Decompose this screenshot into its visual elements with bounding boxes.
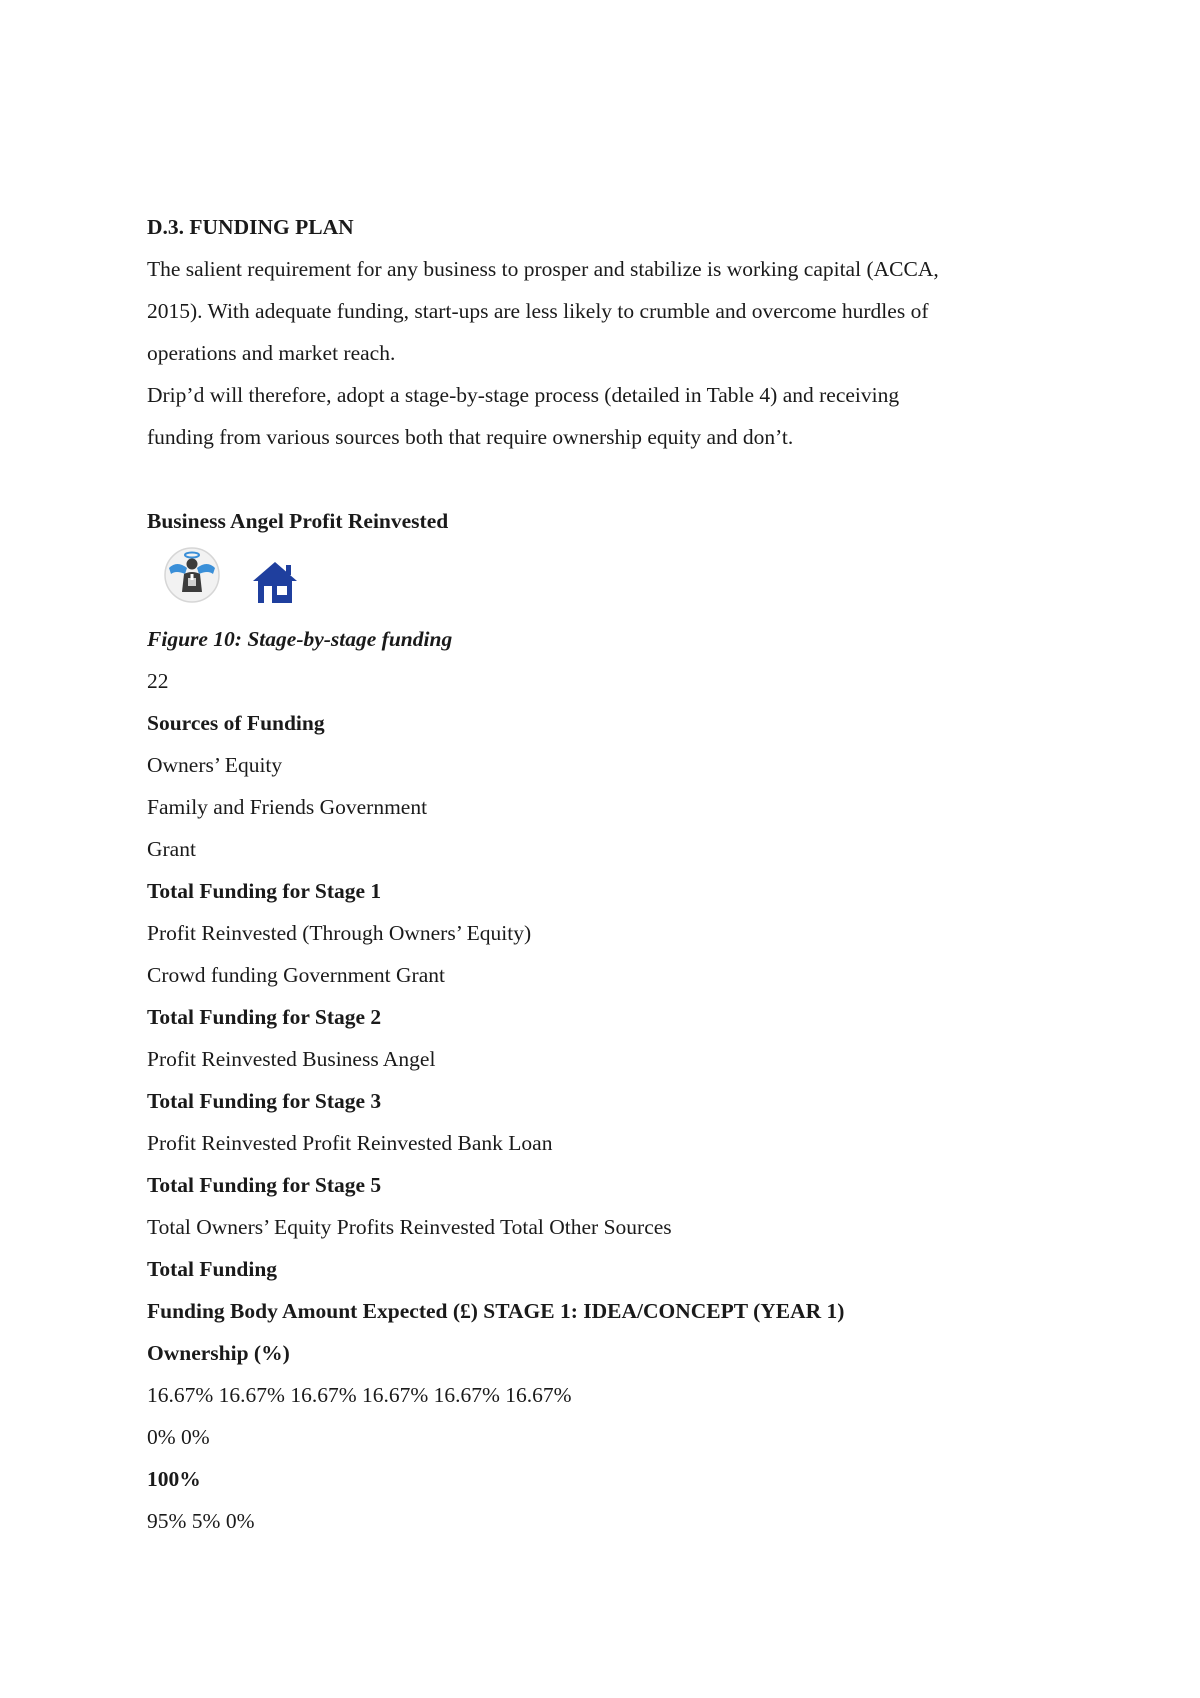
stage5-total: Total Funding for Stage 5 (147, 1173, 382, 1197)
stage1-total: Total Funding for Stage 1 (147, 879, 382, 903)
stage3-item: Profit Reinvested Business Angel (147, 1047, 436, 1071)
paragraph-line: The salient requirement for any business to prosper and stabilize is working capital (ACCA, (147, 257, 939, 281)
stage3-total: Total Funding for Stage 3 (147, 1089, 382, 1113)
hundred-percent: 100% (147, 1467, 201, 1491)
zero-values: 0% 0% (147, 1425, 210, 1449)
ownership-heading: Ownership (%) (147, 1341, 290, 1365)
ownership-values: 16.67% 16.67% 16.67% 16.67% 16.67% 16.67% (147, 1383, 572, 1407)
figure-labels-heading: Business Angel Profit Reinvested (147, 509, 449, 533)
stage2-total: Total Funding for Stage 2 (147, 1005, 382, 1029)
document-page (147, 206, 1067, 1542)
stage5-item: Profit Reinvested Profit Reinvested Bank Loan (147, 1131, 553, 1155)
table-header-line: Funding Body Amount Expected (£) STAGE 1: IDEA/CONCEPT (YEAR 1) (147, 1299, 845, 1323)
business-angel-icon (163, 546, 221, 604)
paragraph-line: operations and market reach. (147, 341, 396, 365)
last-values: 95% 5% 0% (147, 1509, 255, 1533)
house-icon (251, 559, 299, 605)
sources-heading: Sources of Funding (147, 711, 325, 735)
paragraph-line: 2015). With adequate funding, start-ups are less likely to crumble and overcome hurdles of (147, 299, 929, 323)
stage2-item: Crowd funding Government Grant (147, 963, 445, 987)
page-number: 22 (147, 669, 169, 693)
figure-caption: Figure 10: Stage-by-stage funding (147, 627, 453, 651)
stage1-item: Grant (147, 837, 196, 861)
blank-line (147, 458, 1067, 500)
stage1-item: Owners’ Equity (147, 753, 283, 777)
stage2-item: Profit Reinvested (Through Owners’ Equity) (147, 921, 532, 945)
section-heading: D.3. FUNDING PLAN (147, 215, 354, 239)
stage1-item: Family and Friends Government (147, 795, 428, 819)
paragraph-line: funding from various sources both that require ownership equity and don’t. (147, 425, 794, 449)
totals-line: Total Owners’ Equity Profits Reinvested Total Other Sources (147, 1215, 672, 1239)
total-funding: Total Funding (147, 1257, 278, 1281)
figure-icons (147, 542, 1067, 618)
paragraph-line: Drip’d will therefore, adopt a stage-by-stage process (detailed in Table 4) and receiving (147, 383, 900, 407)
